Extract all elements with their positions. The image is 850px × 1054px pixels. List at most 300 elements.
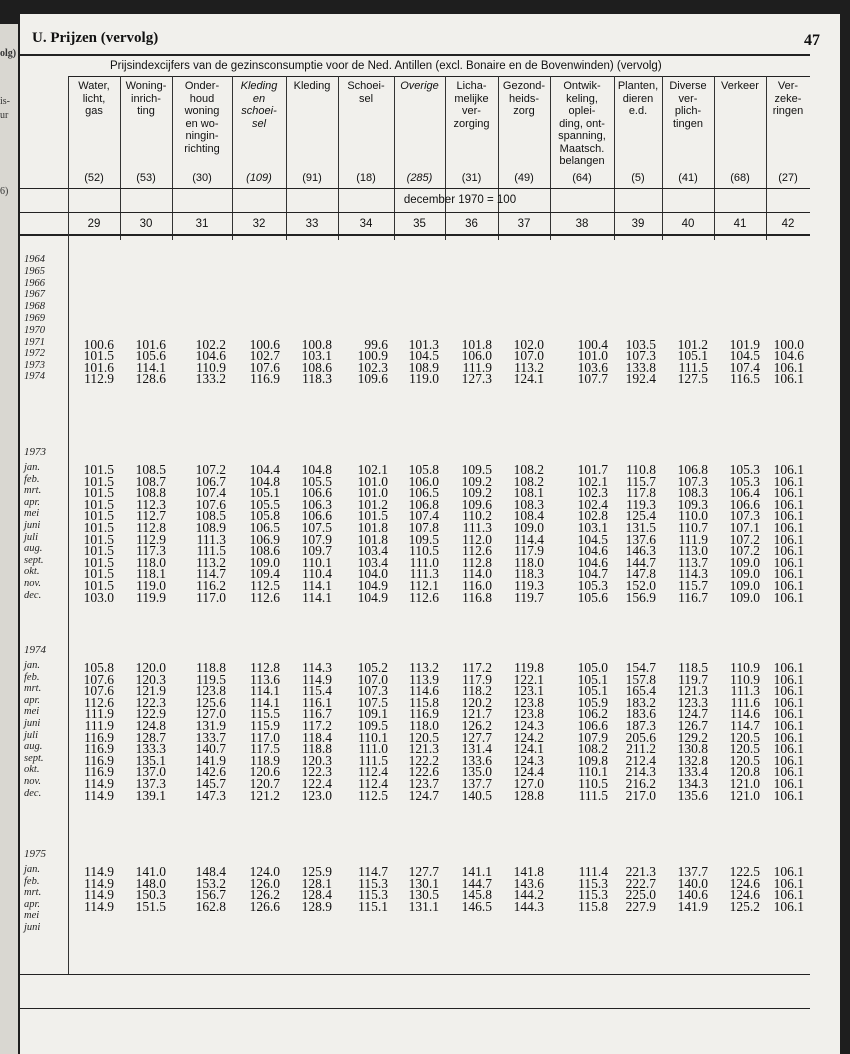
value-cell: 146.3 — [625, 543, 656, 559]
value-cell: 115.3 — [358, 875, 388, 891]
value-cell: 104.6 — [577, 543, 608, 559]
value-cell: 116.9 — [84, 752, 114, 768]
row-label: apr. — [24, 496, 41, 508]
column-number: 41 — [733, 218, 747, 230]
row-label: apr. — [24, 694, 41, 706]
value-cell: 225.0 — [625, 887, 656, 903]
value-cell: 187.3 — [625, 718, 656, 733]
value-cell: 144.2 — [513, 887, 544, 903]
value-cell: 101.5 — [83, 578, 114, 593]
column-header-line: schoei- — [241, 105, 277, 117]
value-cell: 106.1 — [773, 359, 804, 375]
value-cell: 101.8 — [357, 531, 388, 547]
value-cell: 141.1 — [461, 864, 492, 879]
left-page-edge — [0, 24, 18, 1054]
column-header-line: ringen — [772, 105, 804, 117]
value-cell: 102.7 — [249, 348, 280, 364]
column-header-line: en wo- — [185, 117, 219, 130]
value-cell: 122.4 — [301, 776, 332, 791]
value-cell: 131.5 — [625, 520, 656, 535]
column-header — [120, 80, 172, 118]
value-cell: 104.6 — [577, 554, 608, 570]
value-cell: 110.1 — [302, 554, 332, 570]
value-cell: 124.7 — [408, 787, 439, 803]
column-number: 40 — [681, 218, 695, 230]
value-cell: 118.9 — [250, 752, 280, 768]
column-header-line: Kleding — [240, 80, 278, 92]
row-label: feb. — [24, 671, 40, 683]
value-cell: 111.9 — [678, 531, 708, 547]
value-cell: 113.0 — [678, 543, 708, 559]
value-cell: 101.5 — [83, 508, 114, 524]
value-cell: 133.2 — [195, 371, 226, 387]
value-cell: 110.0 — [678, 508, 708, 524]
column-header-line: Kleding — [293, 80, 331, 92]
value-cell: 128.9 — [301, 898, 332, 914]
column-weight: (52) — [84, 172, 104, 184]
value-cell: 106.6 — [729, 496, 760, 512]
column-header-line: houd — [189, 92, 215, 105]
value-cell: 102.8 — [577, 508, 608, 524]
value-cell: 106.1 — [773, 694, 804, 710]
value-cell: 108.5 — [135, 462, 166, 477]
left-page-fragment: olg) — [0, 48, 17, 59]
value-cell: 157.8 — [625, 671, 656, 687]
value-cell: 116.8 — [462, 589, 492, 605]
value-cell: 108.3 — [677, 485, 708, 501]
row-label: aug. — [24, 543, 43, 555]
value-cell: 101.5 — [83, 348, 114, 364]
column-header-line: Onder- — [184, 80, 220, 92]
column-number: 32 — [252, 218, 266, 230]
value-cell: 118.3 — [302, 371, 332, 387]
value-cell: 107.0 — [513, 348, 544, 364]
section-year: 1975 — [24, 848, 46, 860]
value-cell: 114.6 — [409, 683, 439, 699]
value-cell: 147.8 — [625, 566, 656, 582]
value-cell: 112.6 — [250, 589, 280, 605]
value-cell: 105.8 — [408, 462, 439, 477]
value-cell: 112.6 — [84, 694, 114, 710]
value-cell: 111.6 — [730, 694, 760, 710]
value-cell: 112.6 — [462, 543, 492, 559]
column-number: 34 — [359, 218, 373, 230]
value-cell: 152.0 — [625, 578, 656, 593]
value-cell: 125.9 — [301, 864, 332, 879]
value-cell: 103.1 — [577, 520, 608, 535]
value-cell: 112.1 — [409, 578, 439, 593]
column-header-line: zeke- — [774, 92, 802, 105]
base-period-label: december 1970 = 100 — [403, 194, 517, 206]
value-cell: 101.3 — [408, 336, 439, 352]
value-cell: 109.6 — [357, 371, 388, 387]
column-header-line: Gezond- — [502, 80, 546, 92]
value-cell: 107.5 — [357, 694, 388, 710]
value-cell: 103.4 — [357, 554, 388, 570]
column-header-line: Water, — [78, 80, 110, 92]
value-cell: 106.1 — [773, 887, 804, 903]
value-cell: 106.1 — [773, 875, 804, 891]
column-number: 42 — [781, 218, 795, 230]
value-cell: 106.8 — [677, 462, 708, 477]
row-label: 1966 — [24, 277, 45, 289]
column-weight: (30) — [192, 172, 212, 184]
value-cell: 110.5 — [578, 776, 608, 791]
row-label: 1973 — [24, 359, 45, 371]
value-cell: 112.8 — [462, 554, 492, 570]
row-label: nov. — [24, 776, 42, 787]
number-rule — [20, 234, 810, 236]
value-cell: 105.6 — [135, 348, 166, 364]
value-cell: 109.5 — [357, 718, 388, 733]
value-cell: 211.2 — [626, 741, 656, 757]
value-cell: 103.6 — [577, 359, 608, 375]
column-header-line: oplei- — [568, 105, 596, 117]
value-cell: 117.5 — [250, 741, 280, 757]
value-cell: 131.9 — [195, 718, 226, 733]
value-cell: 111.3 — [730, 683, 760, 699]
value-cell: 127.7 — [408, 864, 439, 879]
row-label: jan. — [24, 462, 41, 473]
column-header-line: plich- — [674, 105, 702, 117]
value-cell: 117.0 — [196, 589, 226, 605]
value-cell: 101.8 — [461, 336, 492, 352]
value-cell: 104.6 — [195, 348, 226, 364]
value-cell: 106.4 — [729, 485, 760, 501]
column-header-line: ting — [137, 105, 155, 117]
value-cell: 115.4 — [302, 683, 332, 699]
value-cell: 121.0 — [729, 776, 760, 791]
section-title: U. Prijzen (vervolg) — [32, 30, 159, 46]
value-cell: 114.7 — [196, 566, 226, 582]
left-page-fragment: 6) — [0, 186, 9, 197]
column-header-line: gas — [85, 105, 103, 117]
value-cell: 107.2 — [195, 462, 226, 477]
value-cell: 123.8 — [195, 683, 226, 699]
value-cell: 105.3 — [577, 578, 608, 593]
value-cell: 106.1 — [773, 787, 804, 803]
value-cell: 107.9 — [301, 531, 332, 547]
value-cell: 119.0 — [136, 578, 166, 593]
column-header-line: dieren — [622, 92, 654, 105]
column-header-line: ver- — [462, 105, 481, 117]
value-cell: 109.6 — [461, 496, 492, 512]
base-rule — [20, 212, 810, 213]
column-header-line: Verkeer — [721, 80, 759, 92]
column-header — [498, 80, 550, 118]
value-cell: 105.8 — [249, 508, 280, 524]
value-cell: 122.5 — [729, 864, 760, 879]
column-header — [232, 80, 286, 130]
value-cell: 125.6 — [195, 694, 226, 710]
value-cell: 120.5 — [408, 729, 439, 745]
value-cell: 119.7 — [678, 671, 708, 687]
value-cell: 107.4 — [408, 508, 439, 524]
value-cell: 118.0 — [409, 718, 439, 733]
value-cell: 154.7 — [625, 660, 656, 675]
value-cell: 111.0 — [409, 554, 439, 570]
value-cell: 112.9 — [84, 371, 114, 387]
value-cell: 117.0 — [250, 729, 280, 745]
value-cell: 114.1 — [250, 683, 280, 699]
column-header-line: melijke — [454, 92, 489, 105]
month-row-1973 — [20, 590, 840, 604]
value-cell: 116.7 — [678, 589, 708, 605]
value-cell: 107.3 — [625, 348, 656, 364]
value-cell: 102.0 — [513, 336, 544, 352]
value-cell: 107.6 — [195, 496, 226, 512]
value-cell: 110.1 — [358, 729, 388, 745]
value-cell: 118.2 — [462, 683, 492, 699]
value-cell: 111.9 — [84, 706, 114, 722]
value-cell: 120.2 — [461, 694, 492, 710]
column-number: 30 — [139, 218, 153, 230]
value-cell: 101.2 — [677, 336, 708, 352]
value-cell: 119.3 — [514, 578, 544, 593]
value-cell: 145.8 — [461, 887, 492, 903]
value-cell: 106.1 — [773, 776, 804, 791]
row-label: sept. — [24, 752, 44, 764]
value-cell: 101.5 — [83, 462, 114, 477]
column-header-line: richting — [184, 142, 220, 155]
value-cell: 104.0 — [357, 566, 388, 582]
column-header-line: belangen — [559, 155, 605, 167]
row-label: aug. — [24, 741, 43, 753]
row-label: mrt. — [24, 887, 42, 899]
value-cell: 101.8 — [357, 520, 388, 535]
value-cell: 100.6 — [249, 336, 280, 352]
footer-rule — [20, 1008, 810, 1009]
value-cell: 102.2 — [195, 336, 226, 352]
value-cell: 106.6 — [301, 485, 332, 501]
value-cell: 118.0 — [136, 554, 166, 570]
value-cell: 192.4 — [625, 371, 656, 387]
value-cell: 120.3 — [301, 752, 332, 768]
column-weight: (53) — [136, 172, 156, 184]
column-header-line: spanning, — [558, 130, 606, 142]
value-cell: 103.1 — [301, 348, 332, 364]
value-cell: 135.1 — [135, 752, 166, 768]
value-cell: 111.5 — [196, 543, 226, 559]
value-cell: 107.4 — [195, 485, 226, 501]
value-cell: 106.1 — [773, 864, 804, 879]
value-cell: 114.4 — [514, 531, 544, 547]
value-cell: 114.1 — [302, 589, 332, 605]
value-cell: 114.6 — [730, 706, 760, 722]
value-cell: 227.9 — [625, 898, 656, 914]
value-cell: 106.8 — [408, 496, 439, 512]
value-cell: 107.2 — [729, 543, 760, 559]
value-cell: 109.3 — [677, 496, 708, 512]
value-cell: 106.1 — [773, 898, 804, 914]
value-cell: 111.5 — [678, 359, 708, 375]
column-weight: (68) — [730, 172, 750, 184]
value-cell: 147.3 — [195, 787, 226, 803]
value-cell: 165.4 — [625, 683, 656, 699]
column-header-line: zorg — [513, 105, 535, 117]
value-cell: 144.3 — [513, 898, 544, 914]
value-cell: 118.5 — [678, 660, 708, 675]
value-cell: 101.5 — [83, 531, 114, 547]
table-caption: Prijsindexcijfers van de gezinsconsumptie voor de Ned. Antillen (excl. Bonaire en de Bovenwinden) (vervolg) — [110, 60, 662, 72]
value-cell: 148.4 — [195, 864, 226, 879]
value-cell: 110.9 — [730, 660, 760, 675]
value-cell: 124.1 — [513, 371, 544, 387]
bottom-rule — [20, 974, 810, 975]
value-cell: 104.9 — [357, 578, 388, 593]
value-cell: 101.5 — [83, 566, 114, 582]
value-cell: 107.9 — [577, 729, 608, 745]
value-cell: 133.6 — [461, 752, 492, 768]
value-cell: 114.9 — [302, 671, 332, 687]
value-cell: 121.3 — [677, 683, 708, 699]
value-cell: 116.9 — [84, 741, 114, 757]
value-cell: 123.8 — [513, 694, 544, 710]
value-cell: 101.9 — [729, 336, 760, 352]
value-cell: 107.4 — [729, 359, 760, 375]
value-cell: 99.6 — [364, 336, 388, 352]
column-header-line: Overige — [400, 80, 439, 92]
value-cell: 105.1 — [249, 485, 280, 501]
column-header — [172, 80, 232, 155]
row-label: mrt. — [24, 683, 42, 695]
value-cell: 104.7 — [577, 566, 608, 582]
value-cell: 101.2 — [357, 496, 388, 512]
value-cell: 116.1 — [302, 694, 332, 710]
top-rule — [20, 54, 810, 56]
column-header — [766, 80, 810, 118]
value-cell: 115.5 — [250, 706, 280, 722]
value-cell: 137.7 — [461, 776, 492, 791]
left-page-fragment: is- — [0, 96, 10, 107]
value-cell: 102.1 — [357, 462, 388, 477]
value-cell: 128.6 — [135, 371, 166, 387]
value-cell: 112.4 — [358, 776, 388, 791]
value-cell: 116.2 — [196, 578, 226, 593]
value-cell: 106.6 — [301, 508, 332, 524]
value-cell: 109.1 — [357, 706, 388, 722]
value-cell: 133.7 — [195, 729, 226, 745]
section-year: 1973 — [24, 446, 46, 458]
value-cell: 101.0 — [577, 348, 608, 364]
value-cell: 124.1 — [513, 741, 544, 757]
column-header-line: Ontwik- — [563, 80, 601, 92]
value-cell: 122.3 — [301, 764, 332, 780]
value-cell: 135.6 — [677, 787, 708, 803]
value-cell: 125.2 — [729, 898, 760, 914]
value-cell: 108.6 — [301, 359, 332, 375]
row-label: apr. — [24, 898, 41, 910]
value-cell: 106.1 — [773, 462, 804, 477]
value-cell: 145.7 — [195, 776, 226, 791]
column-header — [445, 80, 498, 130]
column-header-line: en — [252, 92, 266, 105]
value-cell: 101.5 — [83, 473, 114, 489]
value-cell: 127.0 — [513, 776, 544, 791]
value-cell: 108.5 — [195, 508, 226, 524]
value-cell: 120.5 — [729, 729, 760, 745]
section-year: 1974 — [24, 644, 46, 656]
value-cell: 110.9 — [196, 359, 226, 375]
value-cell: 135.0 — [461, 764, 492, 780]
value-cell: 100.6 — [83, 336, 114, 352]
column-weight: (91) — [302, 172, 322, 184]
value-cell: 114.7 — [730, 718, 760, 733]
value-cell: 128.7 — [135, 729, 166, 745]
value-cell: 113.7 — [678, 554, 708, 570]
value-cell: 126.0 — [249, 875, 280, 891]
value-cell: 107.3 — [357, 683, 388, 699]
value-cell: 115.9 — [250, 718, 280, 733]
value-cell: 116.9 — [250, 371, 280, 387]
column-number: 35 — [413, 218, 426, 230]
value-cell: 106.5 — [408, 485, 439, 501]
value-cell: 110.4 — [302, 566, 332, 582]
value-cell: 101.5 — [83, 485, 114, 501]
value-cell: 143.6 — [513, 875, 544, 891]
value-cell: 119.0 — [409, 371, 439, 387]
value-cell: 124.7 — [677, 706, 708, 722]
value-cell: 106.1 — [773, 660, 804, 675]
column-header-line: keling, — [566, 92, 598, 105]
value-cell: 105.1 — [677, 348, 708, 364]
column-header — [286, 80, 338, 93]
value-cell: 100.8 — [301, 336, 332, 352]
value-cell: 124.6 — [729, 875, 760, 891]
value-cell: 124.8 — [135, 718, 166, 733]
value-cell: 119.7 — [514, 589, 544, 605]
value-cell: 116.9 — [84, 764, 114, 780]
column-number: 31 — [195, 218, 209, 230]
value-cell: 139.1 — [135, 787, 166, 803]
row-label: sept. — [24, 554, 44, 566]
column-header-line: Planten, — [617, 80, 659, 92]
value-cell: 124.3 — [513, 718, 544, 733]
value-cell: 141.9 — [677, 898, 708, 914]
value-cell: 118.0 — [514, 554, 544, 570]
value-cell: 111.4 — [578, 864, 608, 879]
value-cell: 124.2 — [513, 729, 544, 745]
column-divider — [394, 76, 395, 240]
value-cell: 107.6 — [249, 359, 280, 375]
value-cell: 106.1 — [773, 520, 804, 535]
value-cell: 104.9 — [357, 589, 388, 605]
header-rule — [20, 188, 810, 189]
value-cell: 106.1 — [773, 543, 804, 559]
value-cell: 104.5 — [408, 348, 439, 364]
value-cell: 118.3 — [514, 566, 544, 582]
value-cell: 106.1 — [773, 729, 804, 745]
row-label: juli — [24, 729, 39, 741]
value-cell: 104.8 — [301, 462, 332, 477]
value-cell: 141.9 — [195, 752, 226, 768]
value-cell: 122.2 — [408, 752, 439, 768]
row-label: okt. — [24, 566, 40, 578]
value-cell: 114.9 — [84, 864, 114, 879]
value-cell: 107.7 — [577, 371, 608, 387]
value-cell: 106.1 — [773, 706, 804, 722]
value-cell: 113.2 — [409, 660, 439, 675]
value-cell: 112.9 — [136, 531, 166, 547]
value-cell: 124.6 — [729, 887, 760, 903]
value-cell: 116.9 — [409, 706, 439, 722]
value-cell: 117.2 — [462, 660, 492, 675]
row-label: feb. — [24, 875, 40, 887]
column-weight: (285) — [406, 172, 433, 184]
value-cell: 106.1 — [773, 718, 804, 733]
value-cell: 118.4 — [302, 729, 332, 745]
value-cell: 103.0 — [83, 589, 114, 605]
